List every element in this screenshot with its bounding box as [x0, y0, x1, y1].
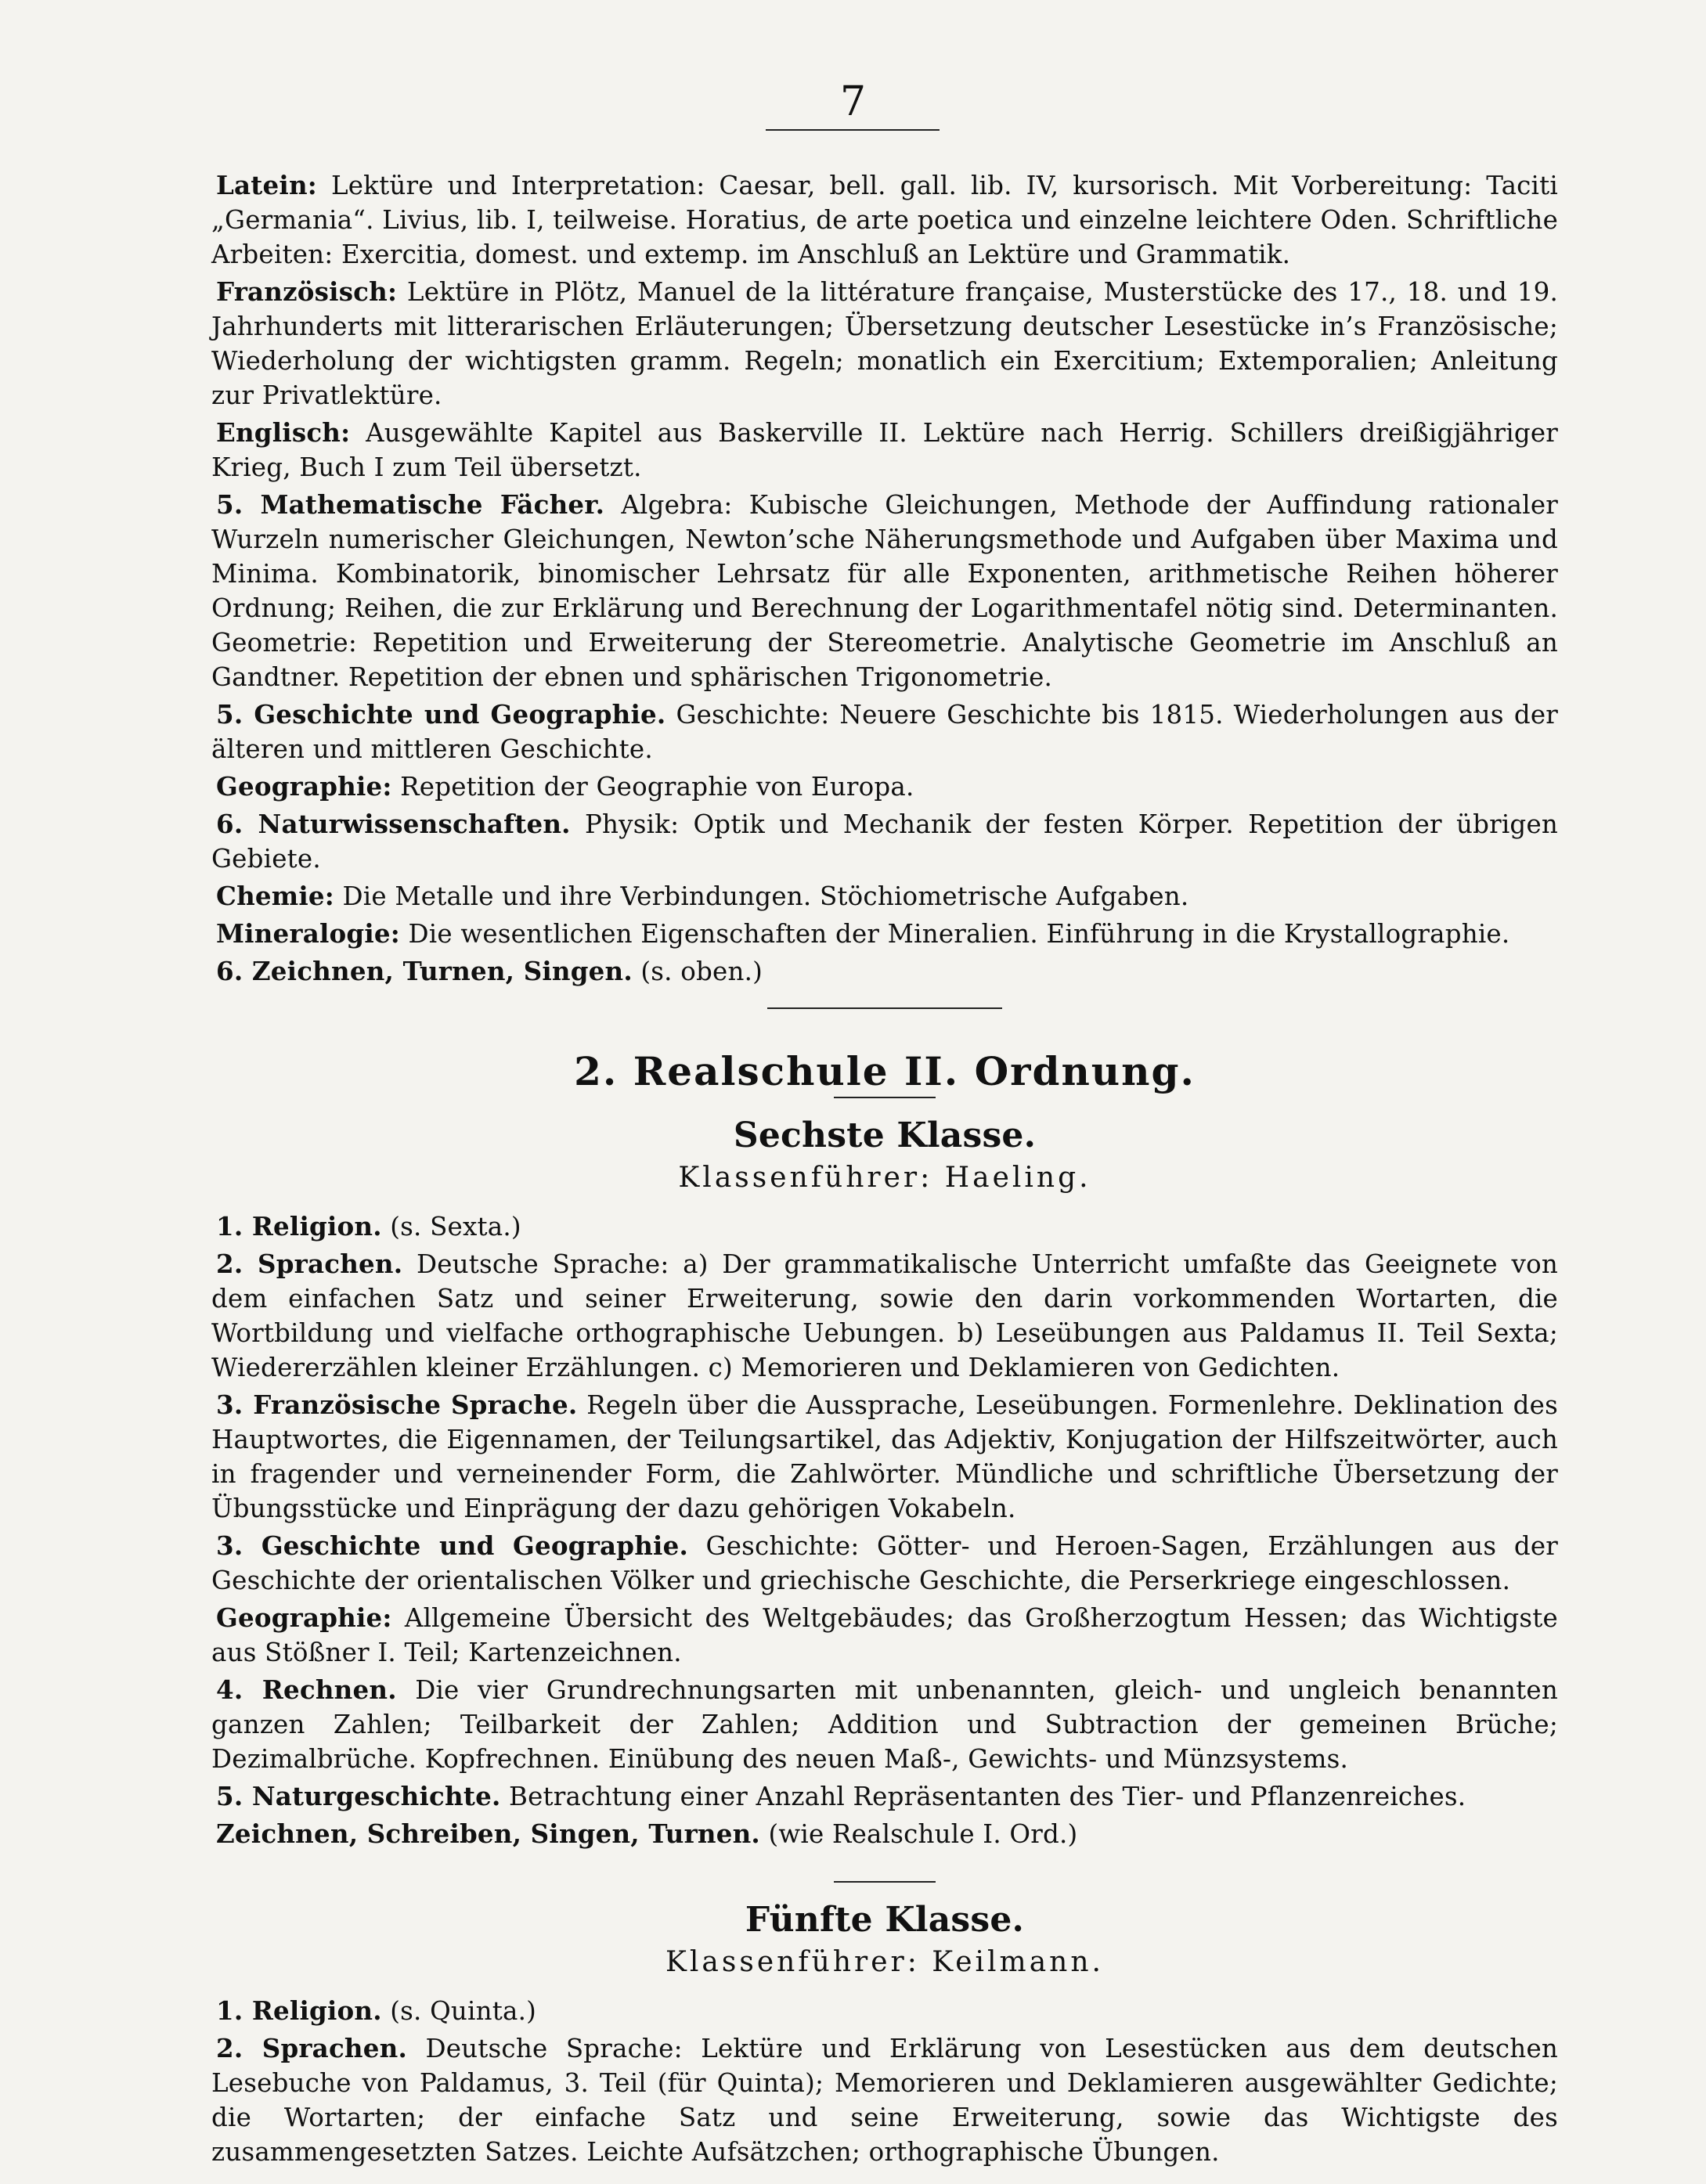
paragraph-text: Die Metalle und ihre Verbindungen. Stöchiometrische Aufgaben.	[342, 881, 1189, 911]
paragraph-text: (s. Sexta.)	[390, 1212, 521, 1242]
paragraph-label: 3. Französische Sprache.	[216, 1389, 578, 1420]
paragraph-text: Repetition der Geographie von Europa.	[400, 772, 914, 802]
paragraph-label: Latein:	[216, 170, 317, 200]
paragraph-label: Zeichnen, Schreiben, Singen, Turnen.	[216, 1818, 760, 1849]
paragraph	[211, 416, 1558, 485]
title-underline	[834, 1097, 936, 1098]
header-rule	[766, 129, 940, 131]
paragraph	[211, 807, 1558, 876]
paragraph-text: (wie Realschule I. Ord.)	[768, 1819, 1078, 1849]
paragraph	[211, 917, 1558, 951]
paragraph-text: Allgemeine Übersicht des Weltgebäudes; das Großherzogtum Hessen; das Wichtigste aus Stößner I. Teil; Kartenzeichnen.	[211, 1603, 1558, 1667]
paragraph-text: Deutsche Sprache: a) Der grammatikalische Unterricht umfaßte das Geeignete von dem einfachen Satz und seiner Erweiterung, sowie den darin vorkommenden Wortarten, die Wortbildung und vielfache orthographische Uebungen. b) Leseübungen aus Paldamus II. Teil Sexta; Wiedererzählen kleiner Erzählungen. c) Memorieren und Deklamieren von Gedichten.	[211, 1249, 1559, 1382]
paragraph-text: Algebra: Kubische Gleichungen, Methode der Auffindung rationaler Wurzeln numerischer Gleichungen, Newton’sche Näherungsmethode und Aufgaben über Maxima und Minima. Kombinatorik, binomischer Lehrsatz für alle Exponenten, arithmetische Reihen höherer Ordnung; Reihen, die zur Erklärung und Berechnung der Logarithmentafel nötig sind. Determinanten. Geometrie: Repetition und Erweiterung der Stereometrie. Analytische Geometrie im Anschluß an Gandtner. Repetition der ebnen und sphärischen Trigonometrie.	[211, 490, 1559, 692]
paragraph	[211, 1673, 1558, 1776]
section-title: 2. Realschule II. Ordnung.	[574, 1048, 1196, 1094]
section-divider	[767, 1007, 1002, 1009]
paragraph	[211, 1529, 1558, 1598]
paragraph-text: Die wesentlichen Eigenschaften der Mineralien. Einführung in die Krystallographie.	[408, 919, 1510, 949]
page-body	[211, 168, 1558, 2172]
paragraph-text: (s. oben.)	[640, 957, 763, 986]
paragraph-label: 5. Naturgeschichte.	[216, 1781, 501, 1811]
class-title-sechste: Sechste Klasse.	[733, 1115, 1037, 1155]
paragraph	[211, 1247, 1558, 1385]
fuenfte-section	[211, 1994, 1558, 2169]
class-divider	[834, 1881, 936, 1883]
paragraph	[211, 2031, 1558, 2169]
paragraph-text: Lektüre in Plötz, Manuel de la littérature française, Musterstücke des 17., 18. und 19. Jahrhunderts mit litterarischen Erläuterungen; Übersetzung deutscher Lesestücke in’s Französische; Wiederholung der wichtigsten gramm. Regeln; monatlich ein Exercitium; Extemporalien; Anleitung zur Privatlektüre.	[211, 277, 1558, 410]
paragraph	[211, 1601, 1558, 1670]
paragraph-label: Chemie:	[216, 881, 334, 911]
paragraph-label: Mineralogie:	[216, 918, 400, 949]
paragraph	[211, 1779, 1558, 1814]
paragraph	[211, 1209, 1558, 1244]
paragraph	[211, 697, 1558, 766]
paragraph-label: 3. Geschichte und Geographie.	[216, 1530, 688, 1561]
paragraph-text: Deutsche Sprache: Lektüre und Erklärung von Lesestücken aus dem deutschen Lesebuche von Paldamus, 3. Teil (für Quinta); Memorieren und Deklamieren ausgewählter Gedichte; die Wortarten; der einfache Satz und seine Erweiterung, sowie das Wichtigste des zusammengesetzten Satzes. Leichte Aufsätzchen; orthographische Übungen.	[211, 2034, 1559, 2167]
paragraph-label: 1. Religion.	[216, 1211, 382, 1242]
paragraph-text: Regeln über die Aussprache, Leseübungen. Formenlehre. Deklination des Hauptwortes, die Eigennamen, der Teilungsartikel, das Adjektiv, Konjugation der Hilfszeitwörter, auch in fragender und verneinender Form, die Zahlwörter. Mündliche und schriftliche Übersetzung der Übungsstücke und Einprägung der dazu gehörigen Vokabeln.	[211, 1390, 1558, 1523]
paragraph-text: Physik: Optik und Mechanik der festen Körper. Repetition der übrigen Gebiete.	[211, 809, 1559, 874]
paragraph	[211, 1994, 1558, 2028]
paragraph	[211, 275, 1558, 413]
paragraph-text: Die vier Grundrechnungsarten mit unbenannten, gleich- und ungleich benannten ganzen Zahlen; Teilbarkeit der Zahlen; Addition und Subtraction der gemeinen Brüche; Dezimalbrüche. Kopfrechnen. Einübung des neuen Maß-, Gewichts- und Münzsystems.	[211, 1675, 1558, 1774]
paragraph-label: Geographie:	[216, 1602, 392, 1633]
paragraph-text: Geschichte: Götter- und Heroen-Sagen, Erzählungen aus der Geschichte der orientalischen Völker und griechische Geschichte, die Perserkriege eingeschlossen.	[211, 1531, 1559, 1595]
paragraph	[211, 879, 1558, 914]
paragraph-text: Betrachtung einer Anzahl Repräsentanten des Tier- und Pflanzenreiches.	[509, 1782, 1466, 1811]
paragraph-label: Französisch:	[216, 276, 398, 307]
paragraph	[211, 769, 1558, 804]
paragraph-label: Geographie:	[216, 771, 392, 802]
upper-section	[211, 168, 1558, 989]
paragraph	[211, 1388, 1558, 1526]
paragraph-label: 5. Mathematische Fächer.	[216, 489, 605, 520]
class-leader-sechste: Klassenführer: Haeling.	[678, 1162, 1091, 1194]
paragraph	[211, 954, 1558, 989]
paragraph-label: 2. Sprachen.	[216, 2033, 407, 2063]
class-title-fuenfte: Fünfte Klasse.	[745, 1900, 1025, 1940]
paragraph-label: 6. Naturwissenschaften.	[216, 809, 571, 839]
paragraph-text: Ausgewählte Kapitel aus Baskerville II. Lektüre nach Herrig. Schillers dreißigjähriger Krieg, Buch I zum Teil übersetzt.	[211, 418, 1558, 482]
class-leader-fuenfte: Klassenführer: Keilmann.	[665, 1946, 1104, 1978]
paragraph-text: Lektüre und Interpretation: Caesar, bell. gall. lib. IV, kursorisch. Mit Vorbereitung: Taciti „Germania“. Livius, lib. I, teilweise. Horatius, de arte poetica und einzelne leichtere Oden. Schriftliche Arbeiten: Exercitia, domest. und extemp. im Anschluß an Lektüre und Grammatik.	[211, 171, 1558, 269]
page-number: 7	[839, 78, 867, 125]
paragraph	[211, 488, 1558, 694]
paragraph-label: 1. Religion.	[216, 1995, 382, 2026]
paragraph-label: 6. Zeichnen, Turnen, Singen.	[216, 956, 633, 986]
paragraph-text: Geschichte: Neuere Geschichte bis 1815. Wiederholungen aus der älteren und mittleren Geschichte.	[211, 700, 1558, 764]
paragraph	[211, 1817, 1558, 1851]
paragraph-label: Englisch:	[216, 417, 351, 448]
paragraph-label: 5. Geschichte und Geographie.	[216, 699, 666, 730]
paragraph-label: 2. Sprachen.	[216, 1249, 403, 1279]
paragraph-label: 4. Rechnen.	[216, 1674, 397, 1705]
paragraph-text: (s. Quinta.)	[390, 1996, 537, 2026]
paragraph	[211, 168, 1558, 272]
sechste-section	[211, 1209, 1558, 1851]
